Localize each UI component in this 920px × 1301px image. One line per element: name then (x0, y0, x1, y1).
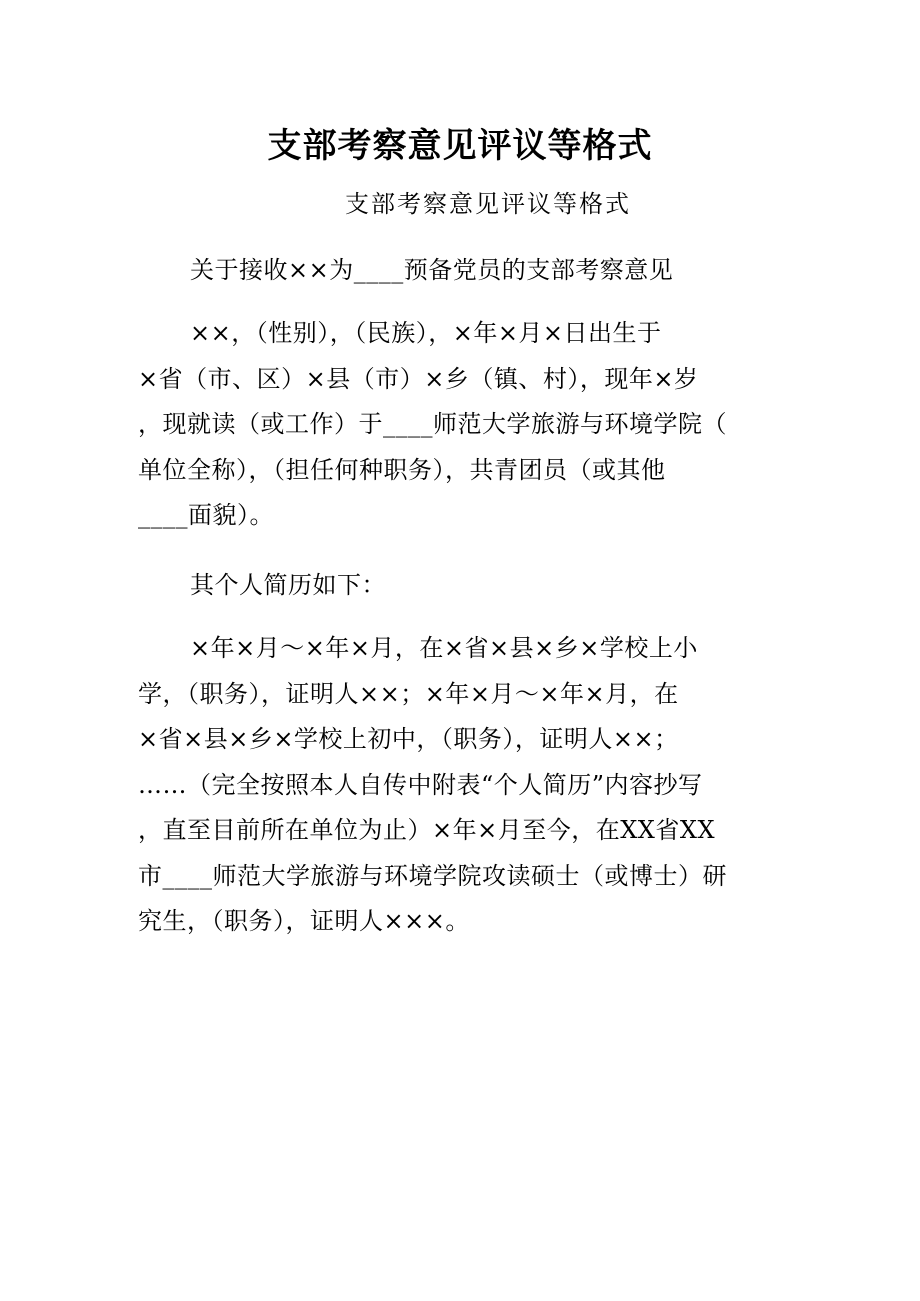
personal-info-line: 单位全称），（担任何种职务），共青团员（或其他 (138, 455, 666, 484)
resume-line: ×省×县×乡×学校上初中，（职务），证明人××； (138, 725, 679, 753)
resume-line: 究生，（职务），证明人×××。 (138, 907, 470, 935)
resume-line: ，直至目前所在单位为止）×年×月至今，在XX省XX (138, 816, 716, 844)
resume-paragraph (138, 626, 778, 945)
personal-info-line: ×省（市、区）×县（市）×乡（镇、村），现年×岁 (138, 364, 699, 393)
resume-line: 学，（职务），证明人××；×年×月～×年×月，在 (138, 679, 679, 708)
personal-info-line: ××，（性别），（民族），×年×月×日出生于 (190, 319, 662, 347)
inspection-heading-paragraph (138, 248, 778, 294)
personal-info-line: ____面貌）。 (138, 501, 274, 529)
personal-info-line: ，现就读（或工作）于____师范大学旅游与环境学院（ (138, 410, 727, 438)
document-subtitle: 支部考察意见评议等格式 (345, 190, 631, 218)
personal-info-paragraph (138, 311, 778, 539)
resume-line: 市____师范大学旅游与环境学院攻读硕士（或博士）研 (138, 861, 727, 890)
resume-label-paragraph (138, 563, 778, 609)
resume-label: 其个人简历如下： (190, 571, 386, 599)
resume-line: ×年×月～×年×月，在×省×县×乡×学校上小 (190, 634, 698, 662)
resume-line: ……（完全按照本人自传中附表“个人简历”内容抄写 (138, 770, 703, 799)
document-title: 支部考察意见评议等格式 (267, 126, 653, 166)
inspection-heading-line: 关于接收××为____预备党员的支部考察意见 (190, 256, 674, 284)
